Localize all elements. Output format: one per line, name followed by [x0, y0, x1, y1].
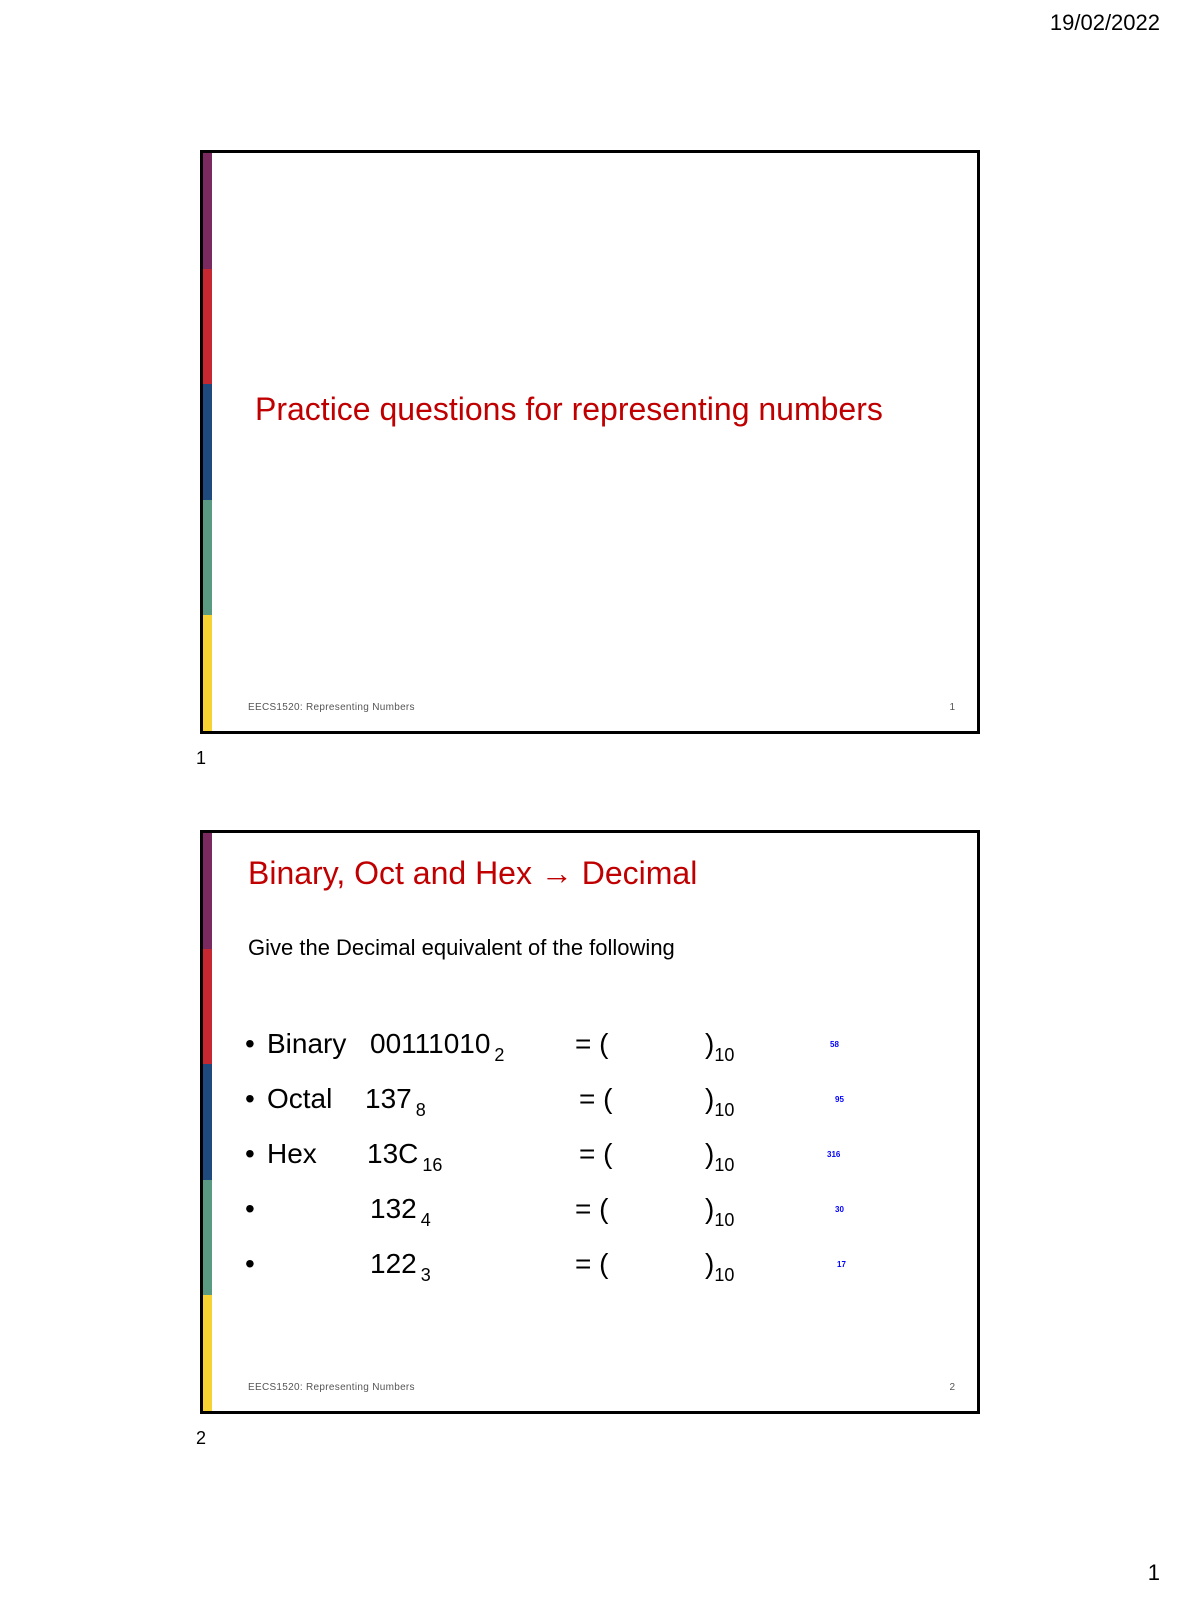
number-value: 00111010	[370, 1028, 491, 1059]
number-base: 8	[415, 1100, 426, 1120]
print-date: 19/02/2022	[1049, 10, 1160, 35]
equals-open: = (	[575, 1028, 609, 1059]
number-value: 132	[370, 1193, 417, 1224]
equals-open: = (	[579, 1083, 613, 1114]
color-strip	[203, 153, 212, 731]
source-number	[367, 1138, 442, 1176]
answer: 17	[837, 1260, 846, 1269]
slide-2-subtitle: Give the Decimal equivalent of the following	[248, 935, 675, 960]
slide-1-number: 1	[949, 702, 955, 713]
strip-segment-red	[203, 949, 212, 1065]
number-base: 4	[420, 1210, 431, 1230]
number-value: 13C	[367, 1138, 419, 1169]
slide-1-title: Practice questions for representing numbers	[255, 391, 883, 427]
strip-segment-yellow	[203, 1295, 212, 1411]
strip-segment-red	[203, 269, 212, 385]
result-base: 10	[714, 1265, 735, 1285]
number-base: 2	[494, 1045, 505, 1065]
close-paren	[705, 1193, 734, 1231]
paren: )	[705, 1028, 715, 1059]
color-strip	[203, 833, 212, 1411]
source-number	[370, 1248, 431, 1286]
result-base: 10	[714, 1100, 735, 1120]
number-type: Octal	[267, 1083, 333, 1114]
equals-open: = (	[575, 1193, 609, 1224]
close-paren	[705, 1083, 734, 1121]
strip-segment-green	[203, 500, 212, 616]
slide-2-label: 2	[196, 1428, 207, 1448]
close-paren	[705, 1138, 734, 1176]
slide-2-footer: EECS1520: Representing Numbers	[248, 1382, 415, 1393]
slide-1	[200, 150, 980, 734]
bullet: •	[245, 1083, 255, 1114]
source-number	[370, 1193, 431, 1231]
number-base: 16	[422, 1155, 443, 1175]
strip-segment-blue	[203, 1064, 212, 1180]
slide-2-number: 2	[949, 1382, 955, 1393]
strip-segment-green	[203, 1180, 212, 1296]
strip-segment-purple	[203, 833, 212, 949]
bullet: •	[245, 1248, 255, 1279]
answer: 95	[835, 1095, 844, 1104]
paren: )	[705, 1138, 715, 1169]
source-number	[370, 1028, 504, 1066]
equals-open: = (	[575, 1248, 609, 1279]
number-base: 3	[420, 1265, 431, 1285]
bullet: •	[245, 1138, 255, 1169]
number-value: 137	[365, 1083, 412, 1114]
slide-1-footer: EECS1520: Representing Numbers	[248, 702, 415, 713]
paren: )	[705, 1083, 715, 1114]
result-base: 10	[714, 1045, 735, 1065]
answer: 316	[827, 1150, 841, 1159]
bullet: •	[245, 1028, 255, 1059]
result-base: 10	[714, 1210, 735, 1230]
answer: 30	[835, 1205, 844, 1214]
number-value: 122	[370, 1248, 417, 1279]
strip-segment-purple	[203, 153, 212, 269]
strip-segment-yellow	[203, 615, 212, 731]
answer: 58	[830, 1040, 839, 1049]
close-paren	[705, 1028, 734, 1066]
paren: )	[705, 1248, 715, 1279]
slide-1-label: 1	[196, 748, 207, 768]
number-type: Binary	[267, 1028, 347, 1059]
bullet: •	[245, 1193, 255, 1224]
page-number: 1	[1147, 1560, 1160, 1585]
paren: )	[705, 1193, 715, 1224]
close-paren	[705, 1248, 734, 1286]
strip-segment-blue	[203, 384, 212, 500]
source-number	[365, 1083, 426, 1121]
slide-2-title: Binary, Oct and Hex → Decimal	[248, 855, 698, 891]
number-type: Hex	[267, 1138, 317, 1169]
result-base: 10	[714, 1155, 735, 1175]
equals-open: = (	[579, 1138, 613, 1169]
slide-2	[200, 830, 980, 1414]
